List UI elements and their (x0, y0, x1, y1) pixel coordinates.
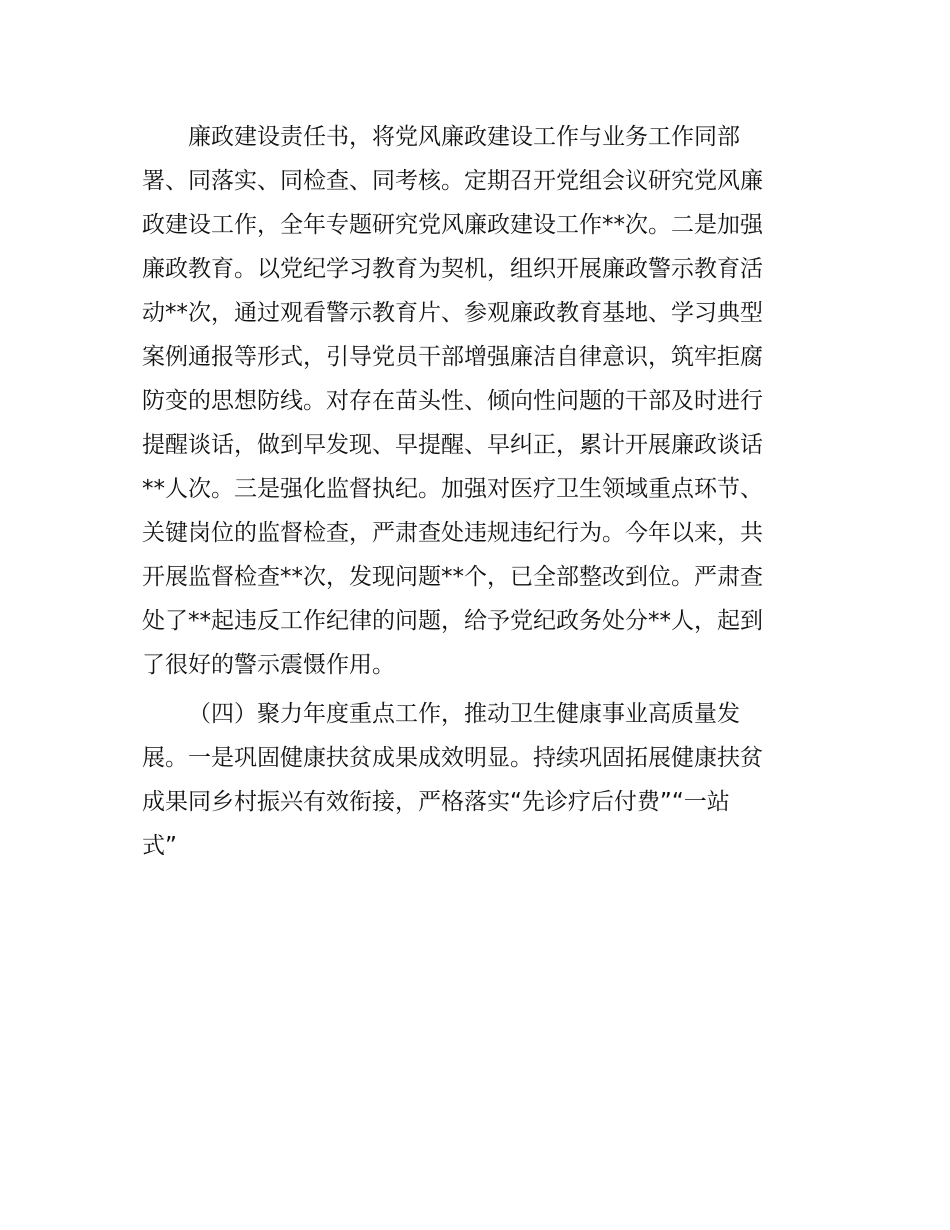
paragraph-line: 处了**起违反工作纪律的问题，给予党纪政务处分**人，起到 (142, 608, 763, 634)
paragraph-line: 成果同乡村振兴有效衔接，严格落实“先诊疗后付费”“一站 (142, 789, 730, 815)
paragraph-line: （四）聚力年度重点工作，推动卫生健康事业高质量发 (188, 701, 740, 727)
paragraph-line: 关键岗位的监督检查，严肃查处违规违纪行为。今年以来，共 (142, 520, 763, 546)
paragraph-line: 动**次，通过观看警示教育片、参观廉政教育基地、学习典型 (142, 300, 763, 326)
paragraph-line: 了很好的警示震慑作用。 (142, 652, 395, 678)
paragraph-line: 案例通报等形式，引导党员干部增强廉洁自律意识，筑牢拒腐 (142, 344, 763, 370)
paragraph-line: 防变的思想防线。对存在苗头性、倾向性问题的干部及时进行 (142, 388, 763, 414)
paragraph-line: 展。一是巩固健康扶贫成果成效明显。持续巩固拓展健康扶贫 (142, 745, 763, 771)
paragraph-line: 廉政建设责任书，将党风廉政建设工作与业务工作同部 (188, 124, 740, 150)
paragraph-line: 提醒谈话，做到早发现、早提醒、早纠正，累计开展廉政谈话 (142, 432, 763, 458)
paragraph-line: 廉政教育。以党纪学习教育为契机，组织开展廉政警示教育活 (142, 256, 763, 282)
paragraph-line: 署、同落实、同检查、同考核。定期召开党组会议研究党风廉 (142, 168, 763, 194)
paragraph-line: **人次。三是强化监督执纪。加强对医疗卫生领域重点环节、 (142, 476, 763, 502)
paragraph-line: 政建设工作，全年专题研究党风廉政建设工作**次。二是加强 (142, 212, 763, 238)
paragraph-line: 式” (142, 833, 177, 859)
paragraph-line: 开展监督检查**次，发现问题**个，已全部整改到位。严肃查 (142, 564, 763, 590)
